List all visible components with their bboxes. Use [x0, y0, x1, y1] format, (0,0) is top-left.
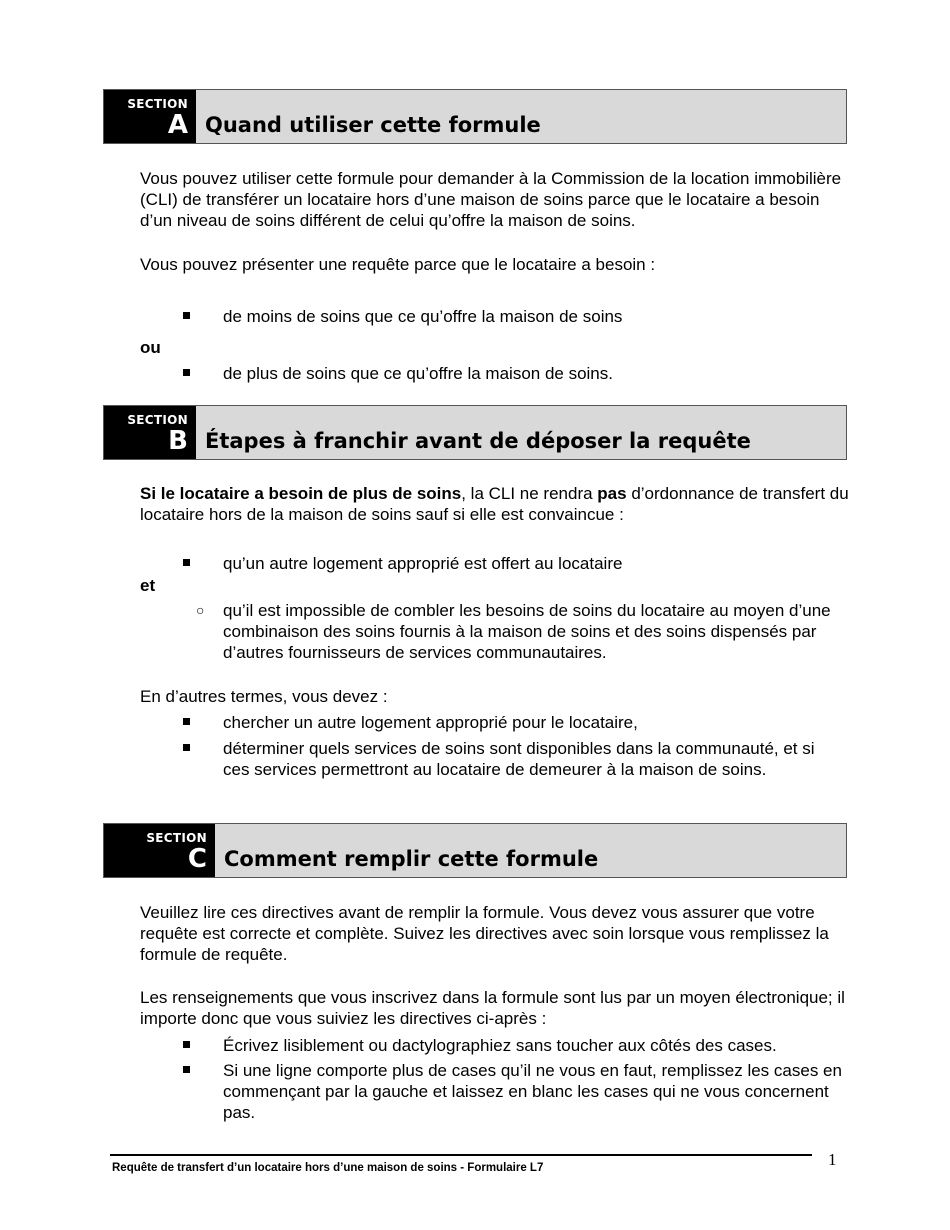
section-a-item-2: de plus de soins que ce qu’offre la maison de soins.: [223, 364, 613, 383]
section-c-item-1: Écrivez lisiblement ou dactylographiez sans toucher aux côtés des cases.: [223, 1036, 777, 1055]
bullet-icon: [183, 312, 190, 319]
section-b-word: SECTION: [127, 413, 188, 427]
section-a-intro: Vous pouvez utiliser cette formule pour demander à la Commission de la location immobilière (CLI) de transférer un locataire hors d’une maison de soins parce que le locataire a besoin d’un niveau de soins différent de celui qu’offre la maison de soins.: [140, 169, 842, 230]
section-c-letter: C: [187, 844, 207, 874]
section-b-item-3: chercher un autre logement approprié pour le locataire,: [223, 713, 638, 732]
section-b-paragraph-1: [140, 483, 850, 525]
section-a-word: SECTION: [127, 97, 188, 111]
section-a-conjunction: ou: [140, 338, 161, 357]
circle-bullet-icon: ○: [196, 602, 205, 618]
section-c-title: Comment remplir cette formule: [224, 847, 599, 871]
section-a-item-1: de moins de soins que ce qu’offre la maison de soins: [223, 307, 623, 326]
section-c-paragraph-1: Veuillez lire ces directives avant de remplir la formule. Vous devez vous assurer que votre requête est correcte et complète. Suivez les directives avec soin lorsque vous remplissez la formule de requête.: [140, 903, 829, 964]
section-c-paragraph-2: Les renseignements que vous inscrivez dans la formule sont lus par un moyen électronique; il importe donc que vous suiviez les directives ci-après :: [140, 988, 845, 1028]
section-b-text-2: d’ordonnance de transfert du locataire hors de la maison de soins sauf si elle est convaincue :: [140, 484, 849, 524]
section-a-title: Quand utiliser cette formule: [205, 113, 541, 137]
bullet-icon: [183, 369, 190, 376]
section-b-item-1: qu’un autre logement approprié est offert au locataire: [223, 554, 623, 573]
section-c-header: [103, 823, 847, 878]
section-c-word: SECTION: [146, 831, 207, 845]
bullet-icon: [183, 744, 190, 751]
section-a-label-box: [104, 90, 196, 143]
section-b-lead: En d’autres termes, vous devez :: [140, 687, 388, 706]
section-b-title: Étapes à franchir avant de déposer la requête: [205, 429, 751, 453]
section-c-item-2: Si une ligne comporte plus de cases qu’il ne vous en faut, remplissez les cases en commençant par la gauche et laissez en blanc les cases qui ne vous concernent pas.: [223, 1061, 842, 1122]
section-b-item-2: qu’il est impossible de combler les besoins de soins du locataire au moyen d’une combinaison des soins fournis à la maison de soins et des soins dispensés par d’autres fournisseurs de services communautaires.: [223, 601, 831, 662]
bullet-icon: [183, 1041, 190, 1048]
bullet-icon: [183, 559, 190, 566]
section-b-bold-1: Si le locataire a besoin de plus de soins: [140, 484, 462, 503]
section-c-label-box: [104, 824, 215, 877]
section-b-item-4: déterminer quels services de soins sont disponibles dans la communauté, et si ces services permettront au locataire de demeurer à la maison de soins.: [223, 739, 815, 779]
section-a-header: [103, 89, 847, 144]
section-b-conjunction: et: [140, 576, 156, 595]
section-b-letter: B: [168, 426, 188, 456]
bullet-icon: [183, 718, 190, 725]
section-a-lead: Vous pouvez présenter une requête parce que le locataire a besoin :: [140, 255, 656, 274]
page-number: 1: [828, 1150, 837, 1169]
section-b-text-1: , la CLI ne rendra: [461, 484, 598, 503]
section-b-label-box: [104, 406, 196, 459]
section-b-header: [103, 405, 847, 460]
bullet-icon: [183, 1066, 190, 1073]
footer-form-title: Requête de transfert d’un locataire hors d’une maison de soins - Formulaire L7: [112, 1162, 544, 1174]
section-a-letter: A: [167, 110, 188, 140]
section-b-bold-2: pas: [597, 484, 627, 503]
footer-divider: [110, 1154, 812, 1156]
